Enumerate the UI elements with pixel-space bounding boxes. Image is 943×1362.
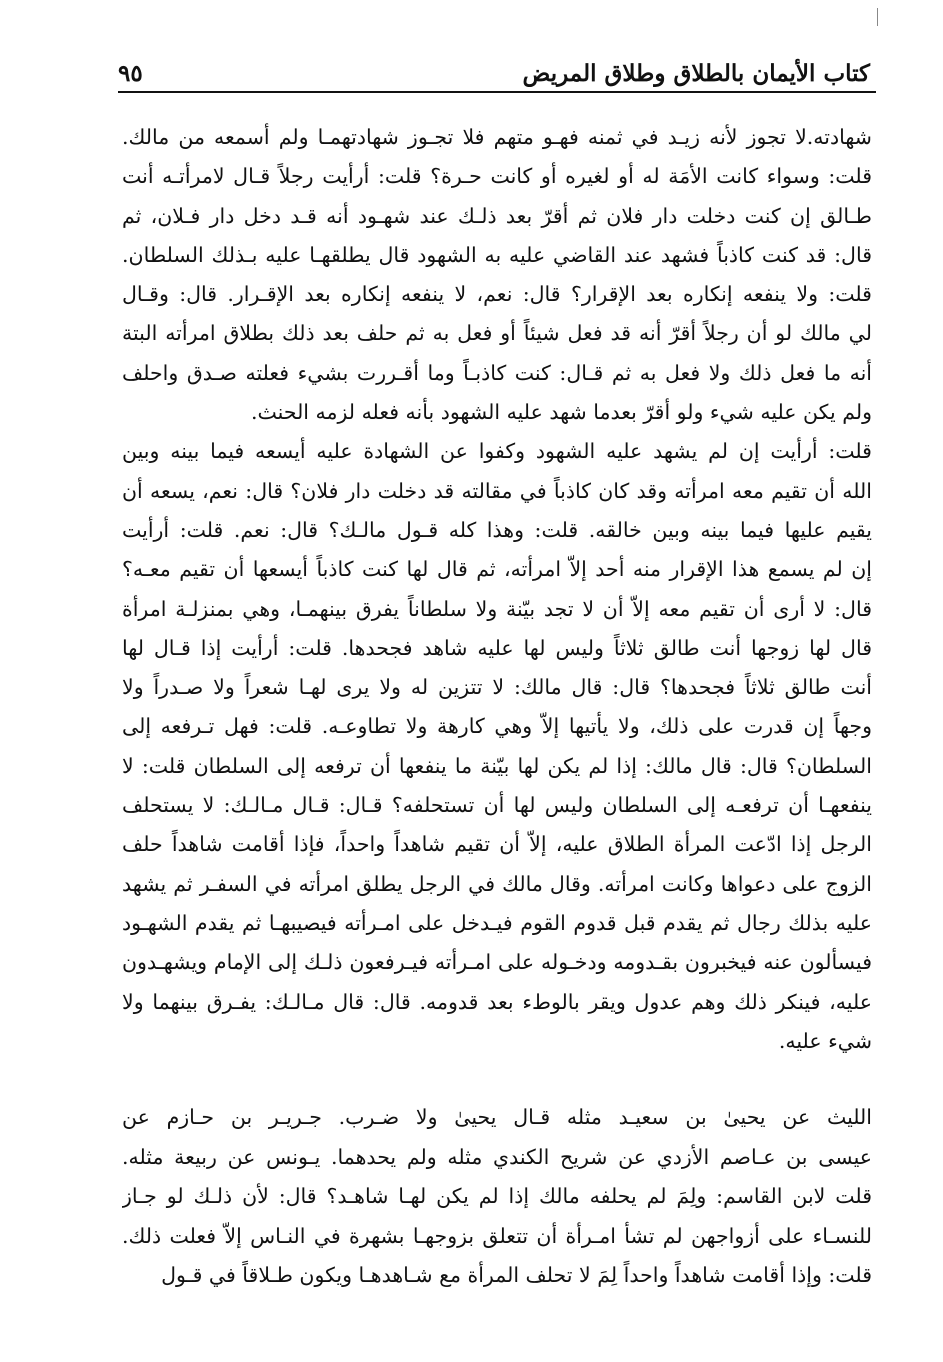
text-line: قال: قد كنت كاذباً فشهد عند القاضي عليه به الشهود قال يطلقهـا عليه بـذلك السلطان. — [122, 242, 872, 267]
text-line: شيء عليه. — [778, 1028, 872, 1053]
page-body — [122, 118, 872, 1296]
text-line: يقيم عليها فيما بينه وبين خالقه. قلت: وهذا كله قـول مالـك؟ قال: نعم. قلت: أرأيت — [122, 517, 872, 542]
text-line: الله أن تقيم معه امرأته وقد كان كاذباً في مقالته قد دخلت دار فلان؟ قال: نعم، يسعه أن — [122, 478, 872, 503]
text-line: قال: لا أرى أن تقيم معه إلاّ أن لا تجد بيّنة ولا سلطاناً يفرق بينهمـا، وهي بمنزلـة امرأة — [122, 596, 872, 621]
text-line: ولم يكن عليه شيء ولو أقرّ بعدما شهد عليه الشهود بأنه فعله لزمه الحنث. — [251, 400, 872, 425]
paragraph-2 — [122, 432, 872, 1061]
text-line: أنت طالق ثلاثاً فجحدها؟ قال: قال مالك: لا تتزين له ولا يرى لهـا شعراً ولا صـدراً ولا — [122, 675, 872, 700]
text-line: الرجل إذا ادّعت المرأة الطلاق عليه، إلاّ أن تقيم شاهداً واحداً، فإذا أقامت شاهداً حلف — [122, 832, 872, 857]
text-line: عيسى بن عـاصم الأزدي عن شريح الكندي مثله ولم يحدهما. يـونس عن ربيعة مثله. — [122, 1144, 872, 1169]
text-line: شهادته.لا تجوز لأنه زيـد في ثمنه فهـو متهم فلا تجـوز شهادتهمـا ولم أسمعه من مالك. — [122, 125, 872, 149]
paragraph-gap — [122, 1061, 872, 1098]
text-line: قلت: وسواء كانت الأمَة له أو لغيره أو كانت حـرة؟ قلت: أرأيت رجلاً قـال لامرأتـه أنت — [122, 164, 872, 189]
paragraph-3 — [122, 1098, 872, 1296]
running-header — [118, 58, 876, 92]
text-line: قلت: ولا ينفعه إنكاره بعد الإقرار؟ قال: نعم، لا ينفعه إنكاره بعد الإقـرار. قال: وقـال — [122, 282, 872, 307]
text-line: عليه، فينكر ذلك وهم عدول ويقر بالوطء بعد قدومه. قال: قال مـالـك: يفـرق بينهما ولا — [122, 989, 872, 1014]
text-line: طـالق إن كنت دخلت دار فلان ثم أقرّ بعد ذلـك عند شهـود أنه قـد دخل دار فـلان، ثم — [122, 203, 872, 228]
text-line: ينفعهـا أن ترفعـه إلى السلطان وليس لها أن تستحلفه؟ قـال: قـال مـالـك: لا يستحلف — [122, 793, 872, 818]
text-line: قال لها زوجها أنت طالق ثلاثاً وليس لها عليه شاهد فجحدها. قلت: أرأيت إذا قـال لها — [122, 635, 872, 660]
header-title: كتاب الأيمان بالطلاق وطلاق المريض — [522, 60, 870, 87]
page-number: ٩٥ — [118, 60, 143, 87]
text-line: الليث عن يحيىٰ بن سعيـد مثله قـال يحيىٰ ولا ضـرب. جـريـر بن حـازم عن — [122, 1105, 872, 1130]
text-line: أنه ما فعل ذلك ولا فعل به ثم قـال: كنت كاذبـاً وما أقـررت بشيء فعلته صـدق واحلف — [122, 360, 872, 385]
text-line: فيسألون عنه فيخبرون بقـدومه ودخـوله على امـرأته فيـرفعون ذلـك إلى الإمام ويشهـدون — [122, 950, 872, 975]
top-margin-mark — [877, 8, 878, 26]
header-divider — [118, 91, 876, 93]
text-line: قلت: أرأيت إن لم يشهد عليه الشهود وكفوا عن الشهادة عليه أيسعه فيما بينه وبين — [122, 439, 872, 464]
text-line: لي مالك لو أن رجلاً أقرّ أنه قد فعل شيئاً أو فعل به ثم حلف بعد ذلك بطلاق امرأته البتة — [122, 321, 872, 346]
text-line: عليه بذلك رجال ثم يقدم قبل قدوم القوم فيـدخل على امـرأته فيصيبهـا ثم يقدم الشهـود — [122, 910, 872, 935]
text-line: إن لم يسمع هذا الإقرار منه أحد إلاّ امرأته، ثم قال لها كنت كاذباً أيسعها أن تقيم معـه؟ — [122, 557, 872, 582]
text-line: قلت لابن القاسم: ولِمَ لم يحلفه مالك إذا لم يكن لهـا شاهـد؟ قال: لأن ذلـك لو جـاز — [122, 1184, 872, 1209]
text-line: السلطان؟ قال: قال مالك: إذا لم يكن لها بيّنة ما ينفعها أن ترفعه إلى السلطان قلت: لا — [122, 753, 872, 778]
text-line: وجهاً إن قدرت على ذلك، ولا يأتيها إلاّ وهي كارهة ولا تطاوعـه. قلت: فهل تـرفعه إلى — [122, 714, 872, 739]
paragraph-1 — [122, 118, 872, 432]
text-line: قلت: وإذا أقامت شاهداً واحداً لِمَ لا تحلف المرأة مع شـاهدهـا ويكون طـلاقاً في قـول — [161, 1263, 872, 1288]
text-line: الزوج على دعواها وكانت امرأته. وقال مالك في الرجل يطلق امرأته في السفـر ثم يشهد — [122, 871, 872, 896]
text-line: للنسـاء على أزواجهن لم تشأ امـرأة أن تتعلق بزوجهـا بشهرة في النـاس إلاّ فعلت ذلك. — [122, 1223, 872, 1248]
